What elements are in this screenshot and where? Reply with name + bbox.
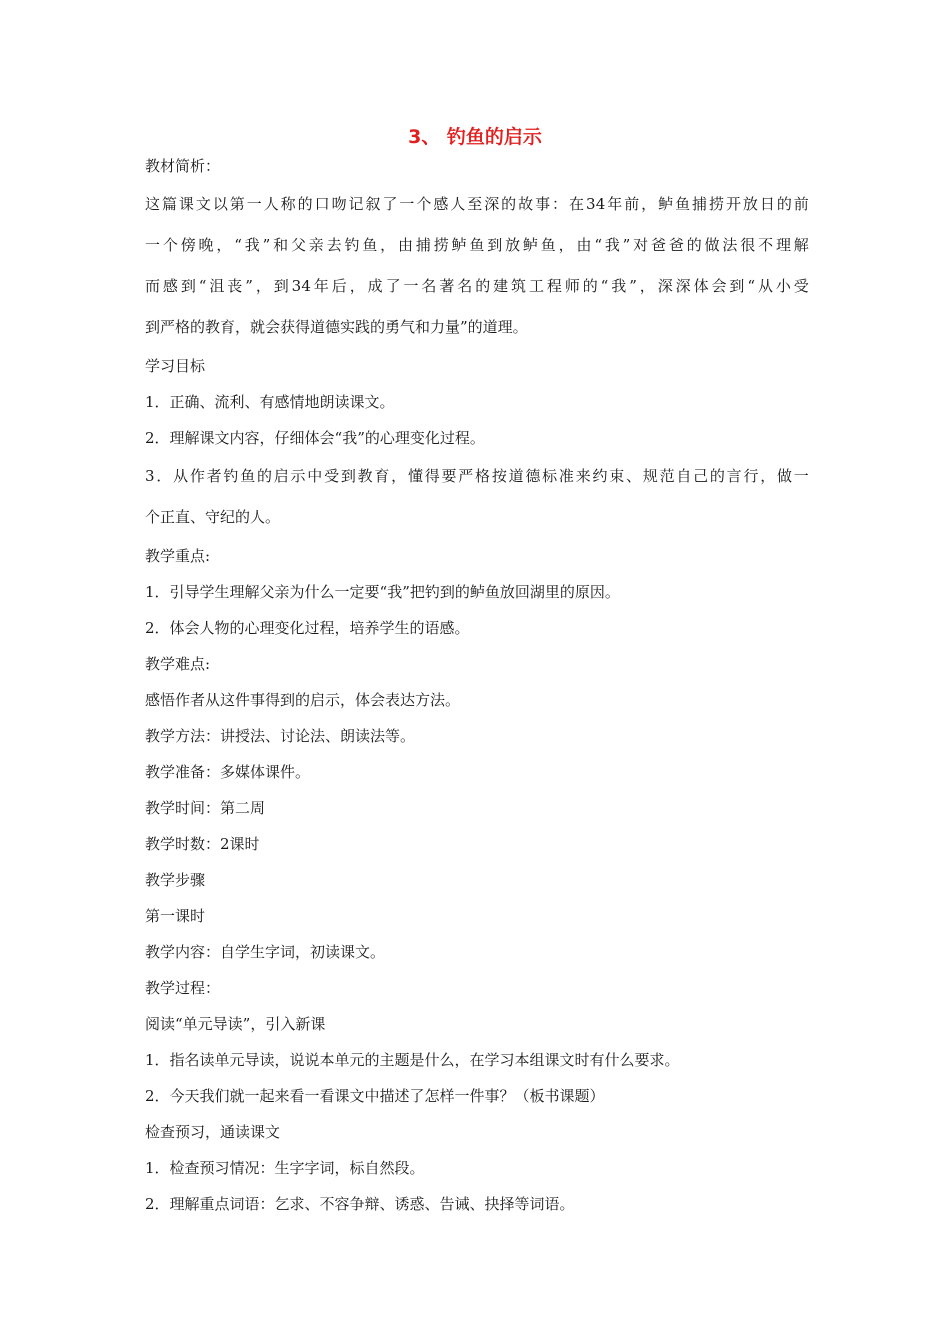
analysis-paragraph-line-4: 到严格的教育，就会获得道德实践的勇气和力量”的道理。 [145, 318, 528, 336]
lesson-title: 3、 钓鱼的启示 [408, 126, 542, 148]
analysis-paragraph-line-2: 一个傍晚，“我”和父亲去钓鱼，由捕捞鲈鱼到放鲈鱼，由“我”对爸爸的做法很不理解 [145, 236, 809, 254]
goal-item-3-line-2: 个正直、守纪的人。 [145, 508, 281, 526]
teaching-hours: 教学时数：2课时 [145, 835, 260, 853]
goal-item-1: 1．正确、流利、有感情地朗读课文。 [145, 393, 395, 411]
section-heading-material-analysis: 教材简析： [145, 157, 221, 175]
teaching-preparation: 教学准备：多媒体课件。 [145, 763, 311, 781]
section-heading-learning-goals: 学习目标 [145, 357, 206, 375]
analysis-paragraph-line-1: 这篇课文以第一人称的口吻记叙了一个感人至深的故事：在34年前，鲈鱼捕捞开放日的前 [145, 195, 809, 213]
goal-item-3-line-1: 3．从作者钓鱼的启示中受到教育，懂得要严格按道德标准来约束、规范自己的言行，做一 [145, 467, 809, 485]
preview-check-item-2: 2．理解重点词语：乞求、不容争辩、诱惑、告诫、抉择等词语。 [145, 1195, 575, 1213]
teaching-content: 教学内容：自学生字词，初读课文。 [145, 943, 386, 961]
unit-reading-item-1: 1．指名读单元导读，说说本单元的主题是什么，在学习本组课文时有什么要求。 [145, 1051, 680, 1069]
step-heading-unit-reading: 阅读“单元导读”，引入新课 [145, 1015, 326, 1033]
section-heading-teaching-steps: 教学步骤 [145, 871, 206, 889]
goal-item-2: 2．理解课文内容，仔细体会“我”的心理变化过程。 [145, 429, 485, 447]
section-heading-key-points: 教学重点: [145, 547, 211, 565]
step-heading-preview-check: 检查预习，通读课文 [145, 1123, 281, 1141]
document-body [145, 148, 809, 1222]
first-lesson-heading: 第一课时 [145, 907, 206, 925]
preview-check-item-1: 1．检查预习情况：生字字词，标自然段。 [145, 1159, 425, 1177]
difficulty-text: 感悟作者从这件事得到的启示，体会表达方法。 [145, 691, 461, 709]
key-point-item-2: 2．体会人物的心理变化过程，培养学生的语感。 [145, 619, 470, 637]
section-heading-teaching-process: 教学过程： [145, 979, 221, 997]
unit-reading-item-2: 2．今天我们就一起来看一看课文中描述了怎样一件事？（板书课题） [145, 1087, 605, 1105]
key-point-item-1: 1．引导学生理解父亲为什么一定要“我”把钓到的鲈鱼放回湖里的原因。 [145, 583, 620, 601]
teaching-time: 教学时间：第二周 [145, 799, 266, 817]
analysis-paragraph-line-3: 而感到“沮丧”，到34年后，成了一名著名的建筑工程师的“我”，深深体会到“从小受 [145, 277, 809, 295]
teaching-methods: 教学方法：讲授法、讨论法、朗读法等。 [145, 727, 416, 745]
section-heading-difficulties: 教学难点: [145, 655, 211, 673]
